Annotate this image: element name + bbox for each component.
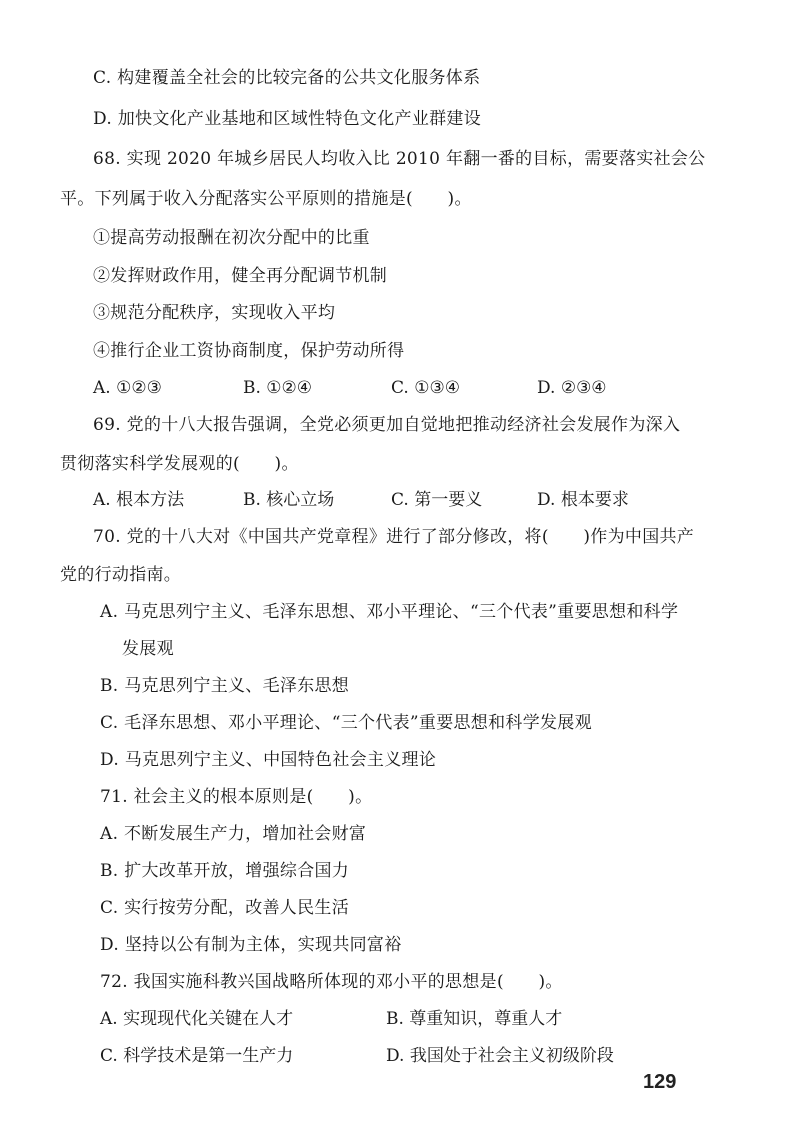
q68-stem-line1: 68. 实现 2020 年城乡居民人均收入比 2010 年翻一番的目标，需要落实社会公 bbox=[93, 149, 706, 169]
q68-item-4: ④推行企业工资协商制度，保护劳动所得 bbox=[93, 341, 405, 361]
q70-stem-line2: 党的行动指南。 bbox=[60, 565, 182, 585]
q69-stem-line2: 贯彻落实科学发展观的( )。 bbox=[60, 454, 299, 474]
q70-option-a-line2: 发展观 bbox=[122, 639, 174, 659]
q70-stem-line1: 70. 党的十八大对《中国共产党章程》进行了部分修改，将( )作为中国共产 bbox=[93, 527, 695, 547]
q72-option-a: A. 实现现代化关键在人才 bbox=[100, 1009, 294, 1029]
q69-option-c: C. 第一要义 bbox=[391, 490, 483, 510]
page-number: 129 bbox=[643, 1071, 677, 1093]
q68-item-2: ②发挥财政作用，健全再分配调节机制 bbox=[93, 266, 388, 286]
q69-stem-line1: 69. 党的十八大报告强调，全党必须更加自觉地把推动经济社会发展作为深入 bbox=[93, 415, 681, 435]
q70-option-c: C. 毛泽东思想、邓小平理论、“三个代表”重要思想和科学发展观 bbox=[100, 713, 592, 733]
q68-stem-line2: 平。下列属于收入分配落实公平原则的措施是( )。 bbox=[60, 189, 472, 209]
q68-item-1: ①提高劳动报酬在初次分配中的比重 bbox=[93, 228, 370, 248]
q70-option-d: D. 马克思列宁主义、中国特色社会主义理论 bbox=[100, 750, 437, 770]
q71-option-a: A. 不断发展生产力，增加社会财富 bbox=[100, 824, 367, 844]
q68-option-a: A. ①②③ bbox=[93, 378, 162, 398]
q68-option-c: C. ①③④ bbox=[391, 378, 460, 398]
q68-option-d: D. ②③④ bbox=[537, 378, 607, 398]
q70-option-b: B. 马克思列宁主义、毛泽东思想 bbox=[100, 676, 350, 696]
q71-option-c: C. 实行按劳分配，改善人民生活 bbox=[100, 898, 350, 918]
q72-option-c: C. 科学技术是第一生产力 bbox=[100, 1046, 294, 1066]
q69-option-b: B. 核心立场 bbox=[243, 490, 335, 510]
q72-option-d: D. 我国处于社会主义初级阶段 bbox=[386, 1046, 614, 1066]
q71-option-d: D. 坚持以公有制为主体，实现共同富裕 bbox=[100, 935, 402, 955]
q68-option-b: B. ①②④ bbox=[243, 378, 313, 398]
q72-stem: 72. 我国实施科教兴国战略所体现的邓小平的思想是( )。 bbox=[100, 972, 563, 992]
q69-option-a: A. 根本方法 bbox=[93, 490, 185, 510]
q68-item-3: ③规范分配秩序，实现收入平均 bbox=[93, 303, 336, 323]
q70-option-a-line1: A. 马克思列宁主义、毛泽东思想、邓小平理论、“三个代表”重要思想和科学 bbox=[100, 602, 679, 622]
q69-option-d: D. 根本要求 bbox=[537, 490, 629, 510]
prev-option-d: D. 加快文化产业基地和区域性特色文化产业群建设 bbox=[93, 109, 482, 129]
q71-option-b: B. 扩大改革开放，增强综合国力 bbox=[100, 861, 350, 881]
q72-option-b: B. 尊重知识，尊重人才 bbox=[386, 1009, 563, 1029]
q71-stem: 71. 社会主义的根本原则是( )。 bbox=[100, 787, 373, 807]
prev-option-c: C. 构建覆盖全社会的比较完备的公共文化服务体系 bbox=[93, 68, 481, 88]
